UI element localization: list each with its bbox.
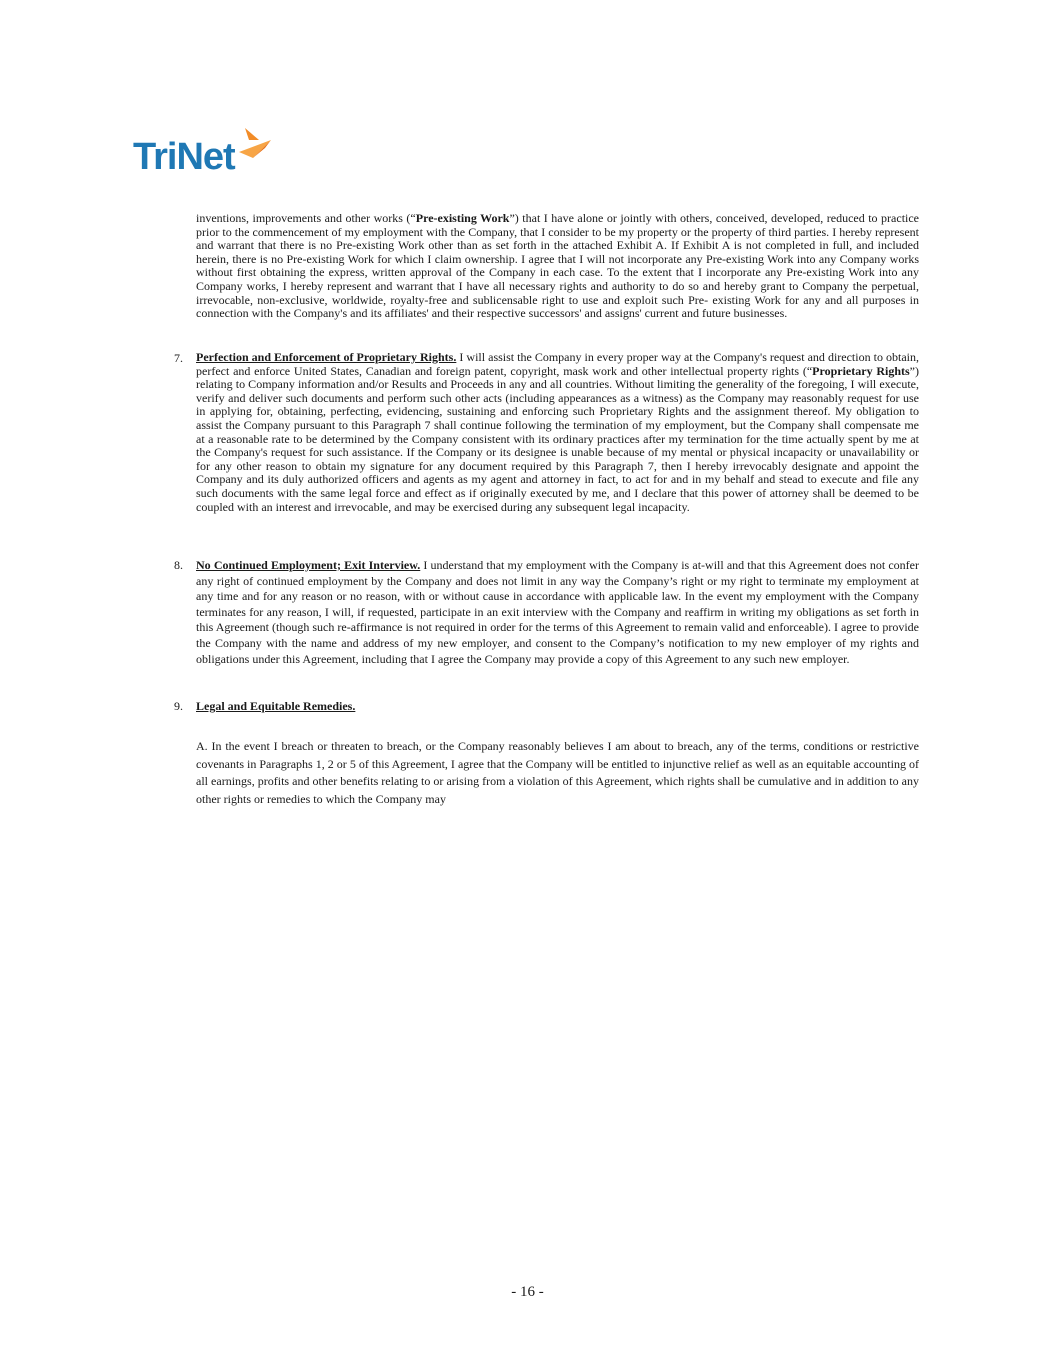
p6-text-pre: inventions, improvements and other works (“	[196, 211, 416, 225]
p9-number: 9.	[174, 699, 183, 713]
p7-defined-term: Proprietary Rights	[812, 363, 910, 378]
paragraph-9a	[196, 738, 919, 808]
p7-text-1: I will assist the Company in every proper way at the Company's request and direction to obtain, perfect and enforce United States, Canadian and foreign patent, copyright, mask work and other intellectual property rights (“	[196, 350, 919, 378]
logo-arrow-icon	[239, 126, 273, 166]
p6-text-post: ”) that I have alone or jointly with others, conceived, developed, reduced to practice prior to the commencement of my employment with the Company, that I consider to be my property or the property of third parties. I hereby represent and warrant that there is no Pre-existing Work other than as set forth in the attached Exhibit A. If Exhibit A is not completed in full, and included herein, there is no Pre-existing Work for which I claim ownership. I agree that I will not incorporate any Pre-existing Work into any Company works without first obtaining the express, written approval of the Company in each case. To the extent that I incorporate any Pre-existing Work into any Company works, I hereby represent and warrant that I have all necessary rights and authority to do so and hereby grant to Company the perpetual, irrevocable, non-exclusive, worldwide, royalty-free and sublicensable right to use and exploit such Pre- existing Work for any and all purposes in connection with the Company's and its affiliates' and their respective successors' and assigns' current and future businesses.	[196, 211, 920, 321]
paragraph-7	[196, 351, 919, 514]
p9a-text: A. In the event I breach or threaten to breach, or the Company reasonably believes I am about to breach, any of the terms, conditions or restrictive covenants in Paragraphs 1, 2 or 5 of this Agreement, I agree that the Company will be entitled to injunctive relief as well as an equitable accounting of all earnings, profits and other benefits relating to or arising from a violation of this Agreement, which rights shall be cumulative and in addition to any other rights or remedies to which the Company may	[196, 739, 919, 806]
page-number: - 16 -	[511, 1284, 544, 1300]
p7-text-2: ”) relating to Company information and/or Results and Proceeds in any and all countries. Without limiting the generality of the foregoing, I will execute, verify and deliver such documents and perform such other acts (including appearances as a witness) as the Company may reasonably request for use in applying for, obtaining, perfecting, evidencing, sustaining and enforcing such Proprietary Rights and the assignment thereof. My obligation to assist the Company pursuant to this Paragraph 7 shall continue following the termination of my employment, but the Company shall compensate me at a reasonable rate to be determined by the Company consistent with its ordinary practices after my termination for the time actually spent by me at the Company's request for such assistance. If the Company or its designee is unable because of my mental or physical incapacity or unavailability or for any other reason to obtain my signature for any document required by this Paragraph 7, then I hereby irrevocably designate and appoint the Company and its duly authorized officers and agents as my agent and attorney in fact, to act for and in my behalf and stead to execute and file any such documents with the same legal force and effect as if originally executed by me, and I declare that this power of attorney shall be deemed to be coupled with an interest and irrevocable, and may be exercised during any subsequent legal incapacity.	[196, 363, 919, 514]
p8-heading: No Continued Employment; Exit Interview.	[196, 558, 421, 572]
logo-text: TriNet	[133, 136, 235, 178]
p7-heading: Perfection and Enforcement of Proprietary Rights.	[196, 350, 457, 364]
p8-number: 8.	[174, 558, 183, 572]
paragraph-9-heading	[196, 699, 919, 715]
p6-defined-term: Pre-existing Work	[415, 211, 510, 225]
paragraph-6-continuation	[196, 212, 919, 321]
p8-text: I understand that my employment with the Company is at-will and that this Agreement does not confer any right of continued employment by the Company and does not limit in any way the Company’s right or my right to terminate my employment at any time and for any reason or no reason, with or without cause in accordance with applicable law. In the event my employment with the Company terminates for any reason, I will, if requested, participate in an exit interview with the Company and reaffirm in writing my obligations as set forth in this Agreement (though such re-affirmance is not required in order for the terms of this Agreement to remain valid and enforceable). I agree to provide the Company with the name and address of my new employer, and consent to the Company’s notification to my new employer of my rights and obligations under this Agreement, including that I agree the Company may provide a copy of this Agreement to any such new employer.	[196, 558, 920, 666]
p9-heading: Legal and Equitable Remedies.	[196, 699, 356, 713]
p7-number: 7.	[174, 351, 183, 365]
paragraph-8	[196, 558, 919, 667]
trinet-logo	[133, 126, 273, 182]
